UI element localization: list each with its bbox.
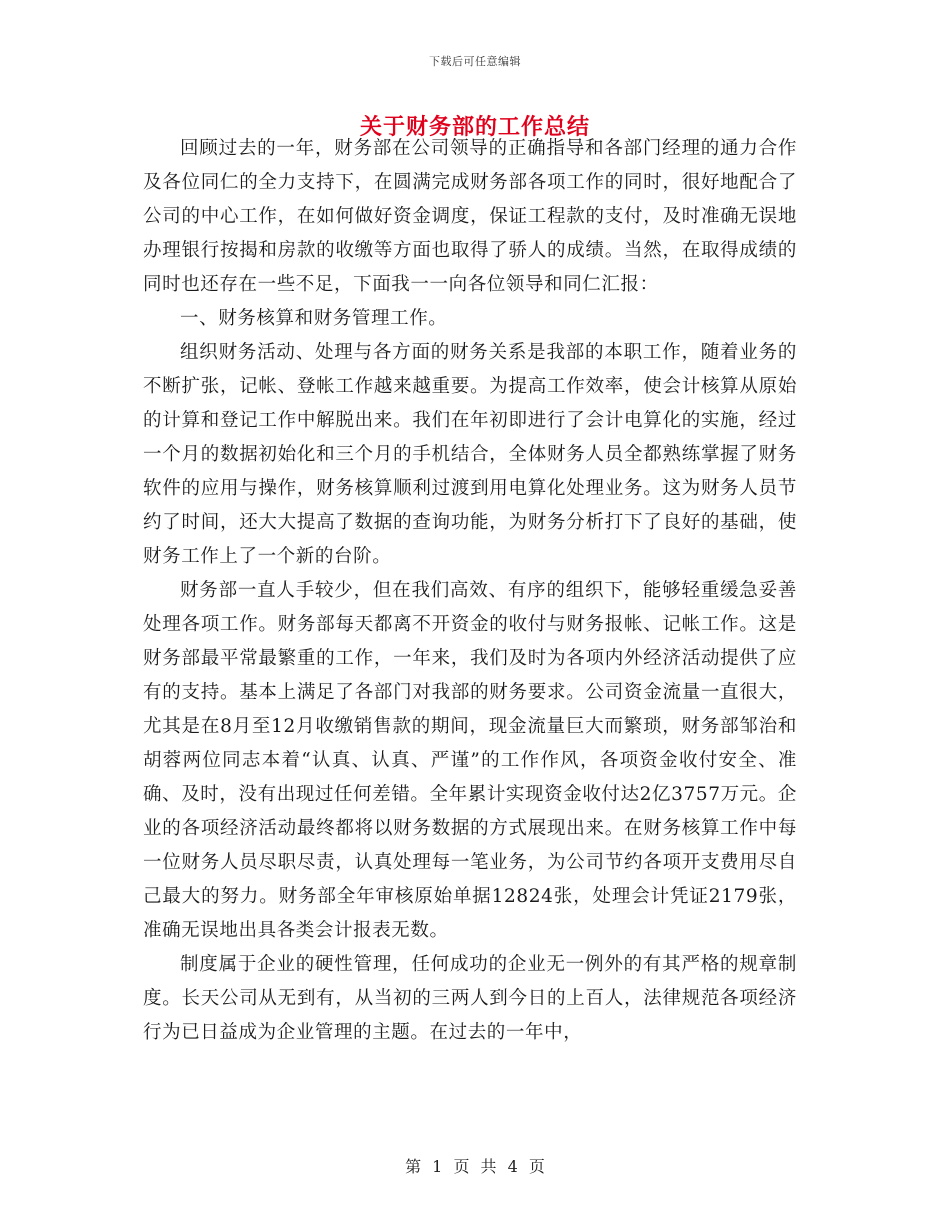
paragraph-staffing: 财务部一直人手较少，但在我们高效、有序的组织下，能够轻重缓急妥善处理各项工作。财务部每天都离不开资金的收付与财务报帐、记帐工作。这是财务部最平常最繁重的工作，一年来，我们及时为各项内外经济活动提供了应有的支持。基本上满足了各部门对我部的财务要求。公司资金流量一直很大，尤其是在8月至12月收缴销售款的期间，现金流量巨大而繁琐，财务部邹治和胡蓉两位同志本着“认真、认真、严谨”的工作作风，各项资金收付安全、准确、及时，没有出现过任何差错。全年累计实现资金收付达2亿3757万元。企业的各项经济活动最终都将以财务数据的方式展现出来。在财务核算工作中每一位财务人员尽职尽责，认真处理每一笔业务，为公司节约各项开支费用尽自己最大的努力。财务部全年审核原始单据12824张，处理会计凭证2179张，准确无误地出具各类会计报表无数。: [143, 580, 797, 941]
paragraph-regulations: 制度属于企业的硬性管理，任何成功的企业无一例外的有其严格的规章制度。长天公司从无到有，从当初的三两人到今日的上百人，法律规范各项经济行为已日益成为企业管理的主题。在过去的一年中，: [143, 954, 797, 1043]
page-footer: 第 1 页 共 4 页: [405, 1157, 545, 1176]
document-body: [143, 132, 797, 1050]
document-title: 关于财务部的工作总结: [359, 114, 590, 140]
paragraph-accounting: 组织财务活动、处理与各方面的财务关系是我部的本职工作，随着业务的不断扩张，记帐、登帐工作越来越重要。为提高工作效率，使会计核算从原始的计算和登记工作中解脱出来。我们在年初即进行了会计电算化的实施，经过一个月的数据初始化和三个月的手机结合，全体财务人员全都熟练掌握了财务软件的应用与操作，财务核算顺利过渡到用电算化处理业务。这为财务人员节约了时间，还大大提高了数据的查询功能，为财务分析打下了良好的基础，使财务工作上了一个新的台阶。: [143, 342, 797, 567]
header-note: 下载后可任意编辑: [429, 55, 521, 68]
section-heading: 一、财务核算和财务管理工作。: [180, 308, 448, 329]
paragraph-intro: 回顾过去的一年，财务部在公司领导的正确指导和各部门经理的通力合作及各位同仁的全力支持下，在圆满完成财务部各项工作的同时，很好地配合了公司的中心工作，在如何做好资金调度，保证工程款的支付，及时准确无误地办理银行按揭和房款的收缴等方面也取得了骄人的成绩。当然，在取得成绩的同时也还存在一些不足，下面我一一向各位领导和同仁汇报：: [143, 138, 797, 295]
